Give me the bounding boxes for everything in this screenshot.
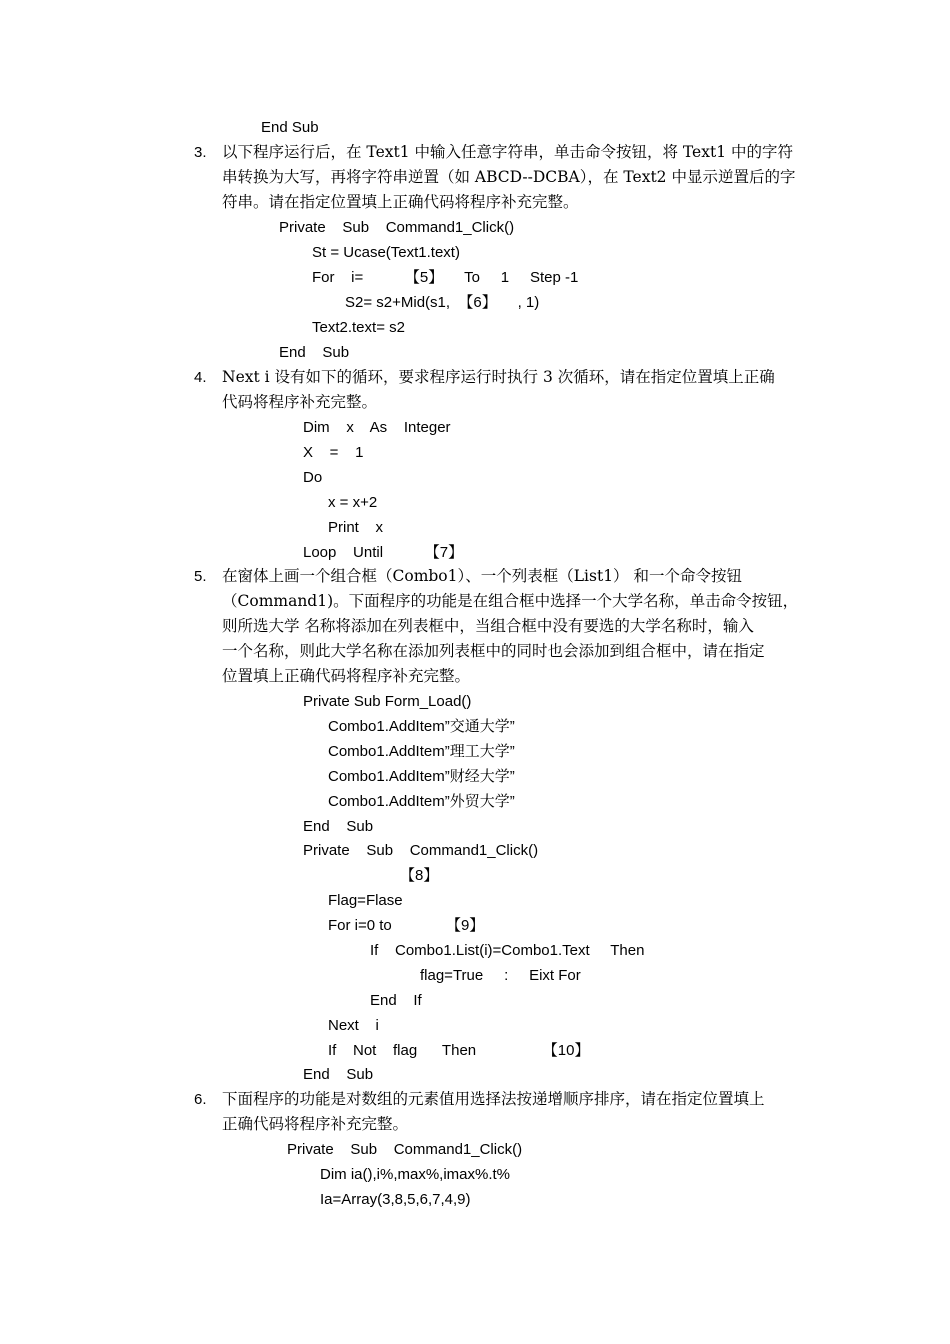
question-5-text: [222, 564, 810, 689]
code-line: If Combo1.List(i)=Combo1.Text Then: [370, 942, 645, 959]
code-line: Do: [303, 469, 323, 486]
code-line: Text2.text= s2: [312, 319, 405, 336]
code-line: Next i: [328, 1017, 379, 1034]
code-line: Print x: [328, 519, 384, 536]
text-line: 一个名称，则此大学名称在添加列表框中的同时也会添加到组合框中，请在指定: [222, 642, 765, 660]
text-line: 以下程序运行后，在 Text1 中输入任意字符串，单击命令按钮，将 Text1 中的字符: [222, 143, 793, 161]
question-number: 6.: [194, 1091, 207, 1108]
text-line: 下面程序的功能是对数组的元素值用选择法按递增顺序排序，请在指定位置填上: [222, 1090, 765, 1108]
code-line: Combo1.AddItem”理工大学”: [328, 743, 515, 760]
code-line: End Sub: [261, 119, 319, 136]
code-line: End Sub: [303, 818, 374, 835]
code-line: For i=0 to 【9】: [328, 917, 485, 934]
text-line: 位置填上正确代码将程序补充完整。: [222, 667, 471, 685]
code-line: X = 1: [303, 444, 364, 461]
code-line: x = x+2: [328, 494, 378, 511]
code-line: Flag=Flase: [328, 892, 403, 909]
question-number: 3.: [194, 144, 207, 161]
code-line: Private Sub Command1_Click(): [303, 842, 539, 859]
code-line: If Not flag Then 【10】: [328, 1042, 590, 1059]
code-line: Private Sub Command1_Click(): [287, 1141, 523, 1158]
code-line: Combo1.AddItem”财经大学”: [328, 768, 515, 785]
code-line: End Sub: [279, 344, 350, 361]
code-line: End If: [370, 992, 422, 1009]
code-line: For i= 【5】 To 1 Step -1: [312, 269, 579, 286]
text-line: 代码将程序补充完整。: [222, 393, 378, 411]
question-number: 5.: [194, 568, 207, 585]
code-line: Loop Until 【7】: [303, 544, 464, 561]
text-line: 则所选大学 名称将添加在列表框中，当组合框中没有要选的大学名称时，输入: [222, 617, 754, 635]
code-line: Dim ia(),i%,max%,imax%.t%: [320, 1166, 511, 1183]
question-3-text: [222, 140, 810, 215]
text-line: （Command1)。下面程序的功能是在组合框中选择一个大学名称，单击命令按钮，: [222, 592, 799, 610]
code-line: Private Sub Form_Load(): [303, 693, 472, 710]
code-line: Ia=Array(3,8,5,6,7,4,9): [320, 1191, 471, 1208]
text-line: Next i 设有如下的循环，要求程序运行时执行 3 次循环，请在指定位置填上正确: [222, 368, 775, 386]
question-number: 4.: [194, 369, 207, 386]
code-line: S2= s2+Mid(s1, 【6】 , 1): [345, 294, 540, 311]
question-6-text: [222, 1087, 810, 1137]
text-line: 符串。请在指定位置填上正确代码将程序补充完整。: [222, 193, 579, 211]
text-line: 串转换为大写，再将字符串逆置（如 ABCD--DCBA），在 Text2 中显示逆置后的字: [222, 168, 796, 186]
code-line: Combo1.AddItem”外贸大学”: [328, 793, 515, 810]
text-line: 正确代码将程序补充完整。: [222, 1115, 409, 1133]
question-4-text: [222, 365, 810, 415]
text-line: 在窗体上画一个组合框（Combo1）、一个列表框（List1） 和一个命令按钮: [222, 567, 742, 585]
code-line: Dim x As Integer: [303, 419, 451, 436]
code-line: 【8】: [400, 867, 439, 884]
code-line: End Sub: [303, 1066, 374, 1083]
code-line: Combo1.AddItem”交通大学”: [328, 718, 515, 735]
code-line: Private Sub Command1_Click(): [279, 219, 515, 236]
code-line: St = Ucase(Text1.text): [312, 244, 460, 261]
code-line: flag=True : Eixt For: [420, 967, 581, 984]
